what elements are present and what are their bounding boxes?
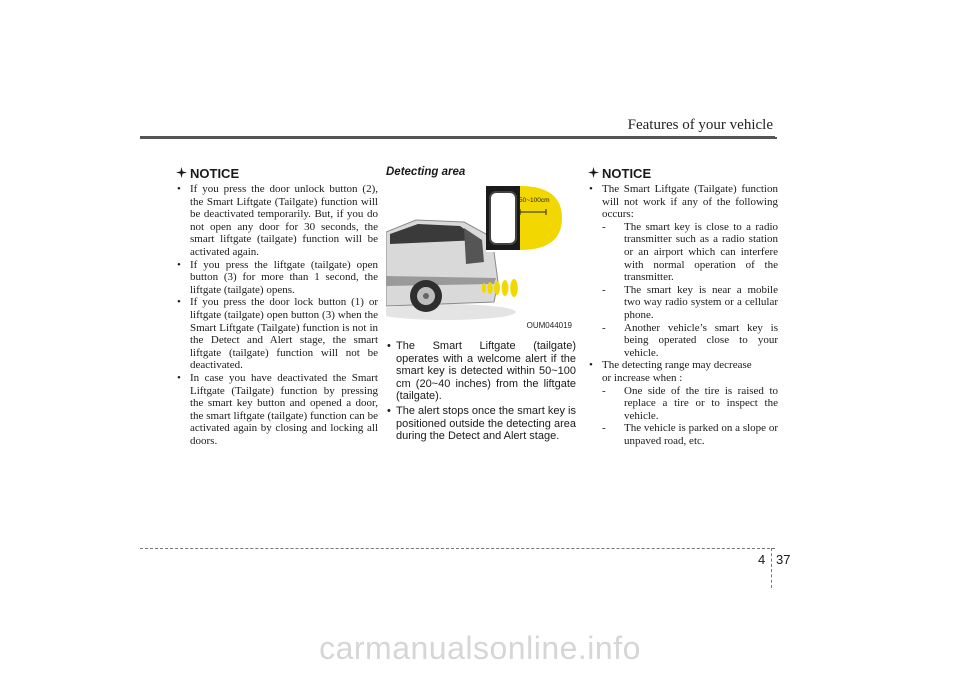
notice-sub-list xyxy=(602,221,778,360)
notice-sub-list xyxy=(602,385,778,448)
left-notice-heading xyxy=(176,166,378,181)
notice-sub-item: - Another vehicle’s smart key is being operated close to your vehicle. xyxy=(602,322,778,360)
car-rear-detection-illustration xyxy=(386,182,576,332)
chapter-number: 4 xyxy=(758,552,766,567)
header-rule xyxy=(140,136,775,139)
right-notice xyxy=(588,166,778,447)
signal-wave-icon xyxy=(502,280,509,296)
notice-list xyxy=(588,183,778,447)
detecting-item: • The alert stops once the smart key is positioned outside the detecting area during the Detect and Alert stage. xyxy=(386,405,576,443)
notice-item-intro-cont: or increase when : xyxy=(602,371,683,384)
notice-item xyxy=(588,359,778,447)
signal-wave-icon xyxy=(494,281,500,295)
notice-star-icon xyxy=(588,166,599,181)
notice-item-intro: • The detecting range may decrease xyxy=(602,359,752,372)
notice-item: • If you press the liftgate (tailgate) open button (3) for more than 1 second, the liftgate (tailgate) opens. xyxy=(176,259,378,297)
detecting-area-figure xyxy=(386,182,576,332)
notice-sub-item: - The smart key is close to a radio transmitter such as a radio station or an airport which can interfere with normal operation of the transmitter. xyxy=(602,221,778,284)
detecting-area-title: Detecting area xyxy=(386,166,466,178)
right-notice-heading xyxy=(588,166,778,181)
page-number: 37 xyxy=(776,552,791,567)
notice-item: • If you press the door unlock button (2), the Smart Liftgate (Tailgate) function will be deactivated temporarily. But, if you do not open any door for 30 seconds, the smart liftgate (tailgate) function will be activated again. xyxy=(176,183,378,259)
signal-wave-icon xyxy=(487,282,492,294)
notice-title: NOTICE xyxy=(190,166,240,181)
notice-sub-item: - The smart key is near a mobile two way radio system or a cellular phone. xyxy=(602,284,778,322)
notice-item-intro: • The Smart Liftgate (Tailgate) function will not work if any of the following occurs: xyxy=(602,183,778,221)
notice-star-icon xyxy=(176,166,187,181)
left-notice xyxy=(176,166,378,447)
notice-item: • In case you have deactivated the Smart Liftgate (Tailgate) function by pressing the smart key button and opened a door, the smart liftgate (tailgate) function can be activated again by closing and locking all doors. xyxy=(176,372,378,448)
footer-rule xyxy=(140,548,775,549)
section-title: Features of your vehicle xyxy=(627,117,773,133)
notice-title: NOTICE xyxy=(602,166,652,181)
detecting-list xyxy=(386,340,576,443)
figure-caption: OUM044019 xyxy=(526,321,572,330)
detecting-item: • The Smart Liftgate (tailgate) operates with a welcome alert if the smart key is detected within 50~100 cm (20~40 inches) from the liftgate (tailgate). xyxy=(386,340,576,403)
header-rule-end xyxy=(775,137,777,139)
notice-item xyxy=(588,183,778,359)
notice-sub-item: - One side of the tire is raised to replace a tire or to inspect the vehicle. xyxy=(602,385,778,423)
notice-list xyxy=(176,183,378,447)
notice-item: • If you press the door lock button (1) or liftgate (tailgate) open button (3) when the Smart Liftgate (Tailgate) function is not in the Detect and Alert stage, the smart liftgate (tailgate) function will not be deactivated. xyxy=(176,296,378,372)
page-divider xyxy=(771,548,772,588)
detecting-area-section xyxy=(386,166,576,445)
detection-distance-label: 50~100cm xyxy=(519,197,550,204)
signal-wave-icon xyxy=(510,279,518,297)
notice-sub-item: - The vehicle is parked on a slope or unpaved road, etc. xyxy=(602,422,778,447)
signal-wave-icon xyxy=(482,283,486,293)
watermark: carmanualsonline.info xyxy=(319,630,641,666)
